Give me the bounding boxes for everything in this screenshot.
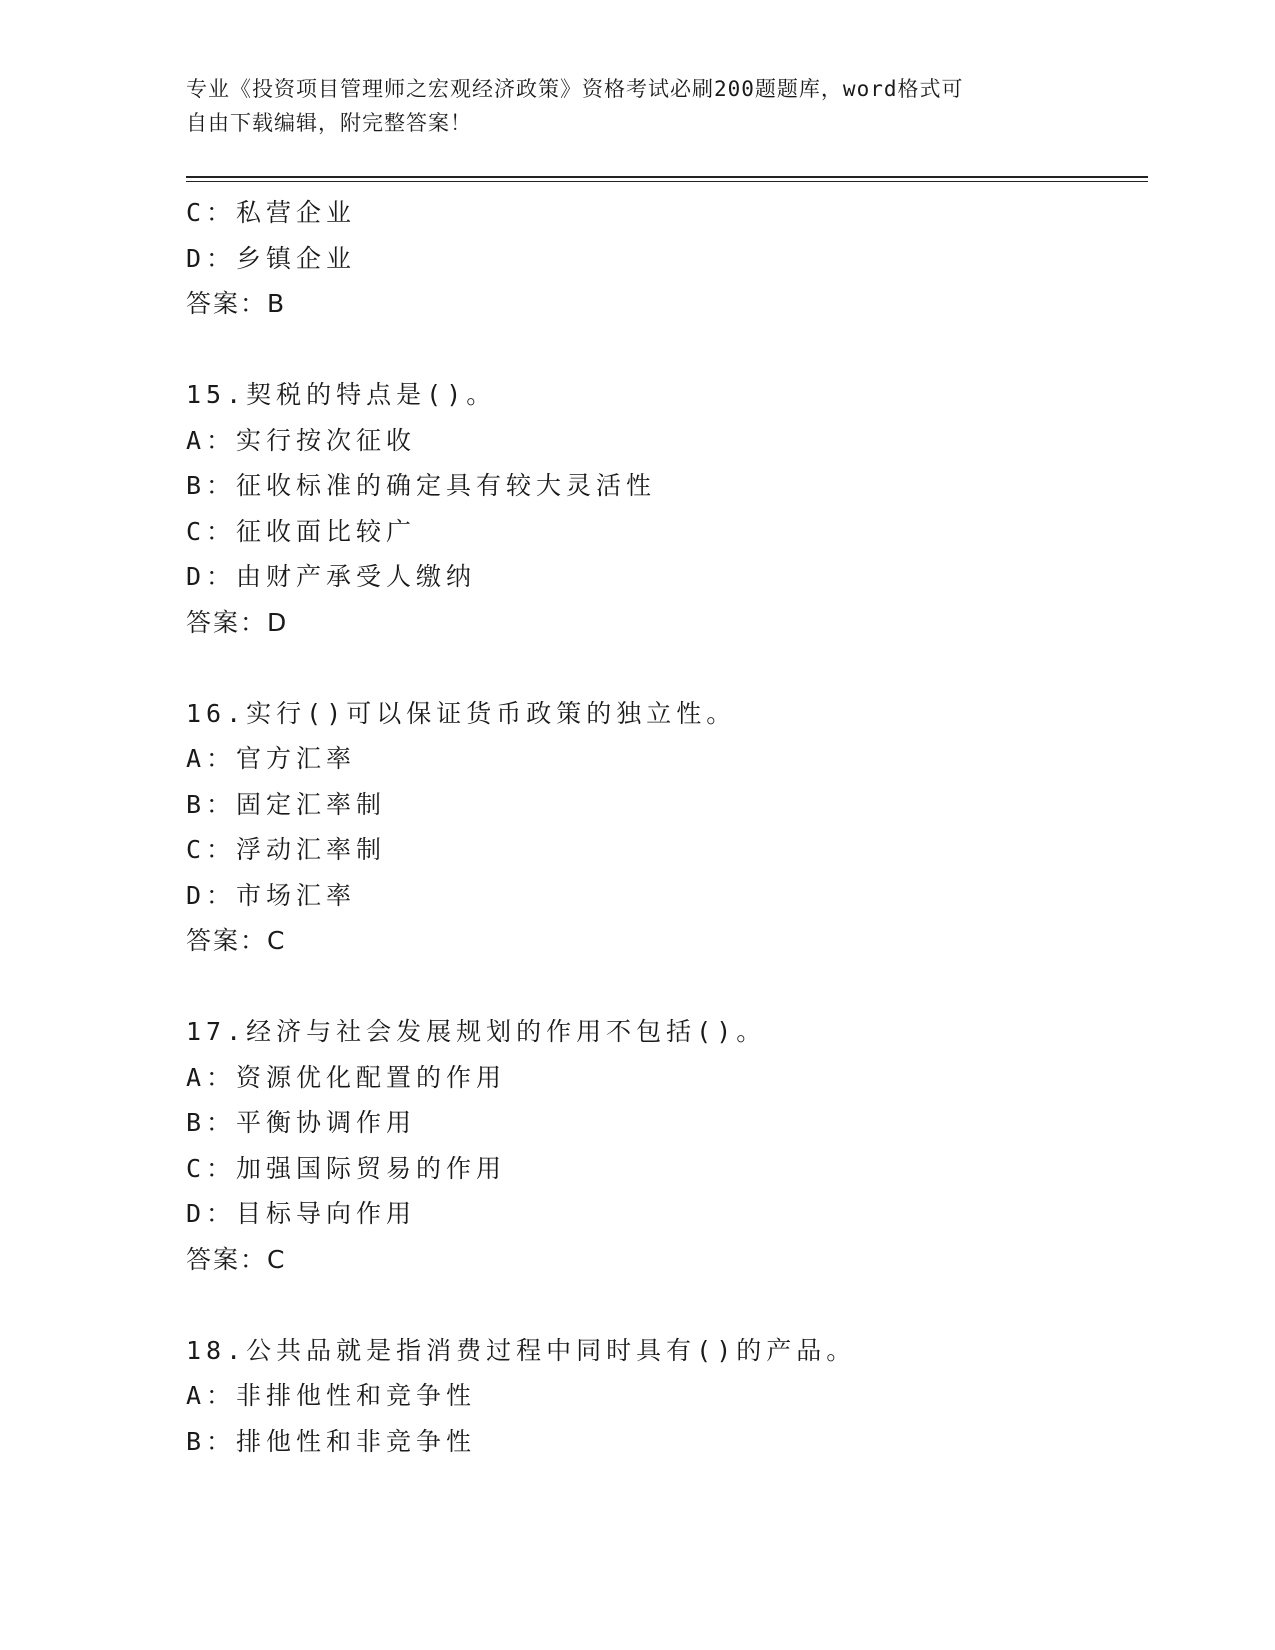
option-c: C：私营企业: [186, 198, 357, 227]
option-b: B：平衡协调作用: [186, 1108, 417, 1137]
header-divider: [186, 176, 1148, 178]
question-stem: 16.实行()可以保证货币政策的独立性。: [186, 698, 737, 728]
header-line-1: 专业《投资项目管理师之宏观经济政策》资格考试必刷200题题库，word格式可: [186, 77, 964, 101]
answer: 答案：B: [186, 289, 287, 318]
option-d: D：乡镇企业: [186, 243, 357, 273]
option-b: B：固定汇率制: [186, 789, 387, 819]
option-b: B：排他性和非竞争性: [186, 1426, 477, 1456]
question-list: [186, 190, 1146, 1464]
option-a: A：官方汇率: [186, 744, 357, 773]
question-stem: 15.契税的特点是()。: [186, 380, 497, 409]
option-a: A：非排他性和竞争性: [186, 1381, 477, 1410]
answer: 答案：C: [186, 926, 287, 955]
header-line-2: 自由下载编辑，附完整答案！: [186, 111, 472, 135]
option-d: D：由财产承受人缴纳: [186, 562, 477, 591]
header-divider-thin: [186, 181, 1148, 182]
option-c: C：征收面比较广: [186, 516, 417, 546]
option-d: D：市场汇率: [186, 880, 357, 910]
answer: 答案：C: [186, 1244, 287, 1274]
option-b: B：征收标准的确定具有较大灵活性: [186, 471, 657, 500]
option-a: A：资源优化配置的作用: [186, 1062, 507, 1092]
answer: 答案：D: [186, 607, 289, 637]
option-d: D：目标导向作用: [186, 1199, 417, 1228]
option-c: C：浮动汇率制: [186, 835, 387, 864]
option-a: A：实行按次征收: [186, 425, 417, 455]
document-header: [186, 72, 1086, 140]
question-stem: 17.经济与社会发展规划的作用不包括()。: [186, 1017, 767, 1046]
question-stem: 18.公共品就是指消费过程中同时具有()的产品。: [186, 1335, 857, 1365]
option-c: C：加强国际贸易的作用: [186, 1153, 507, 1183]
